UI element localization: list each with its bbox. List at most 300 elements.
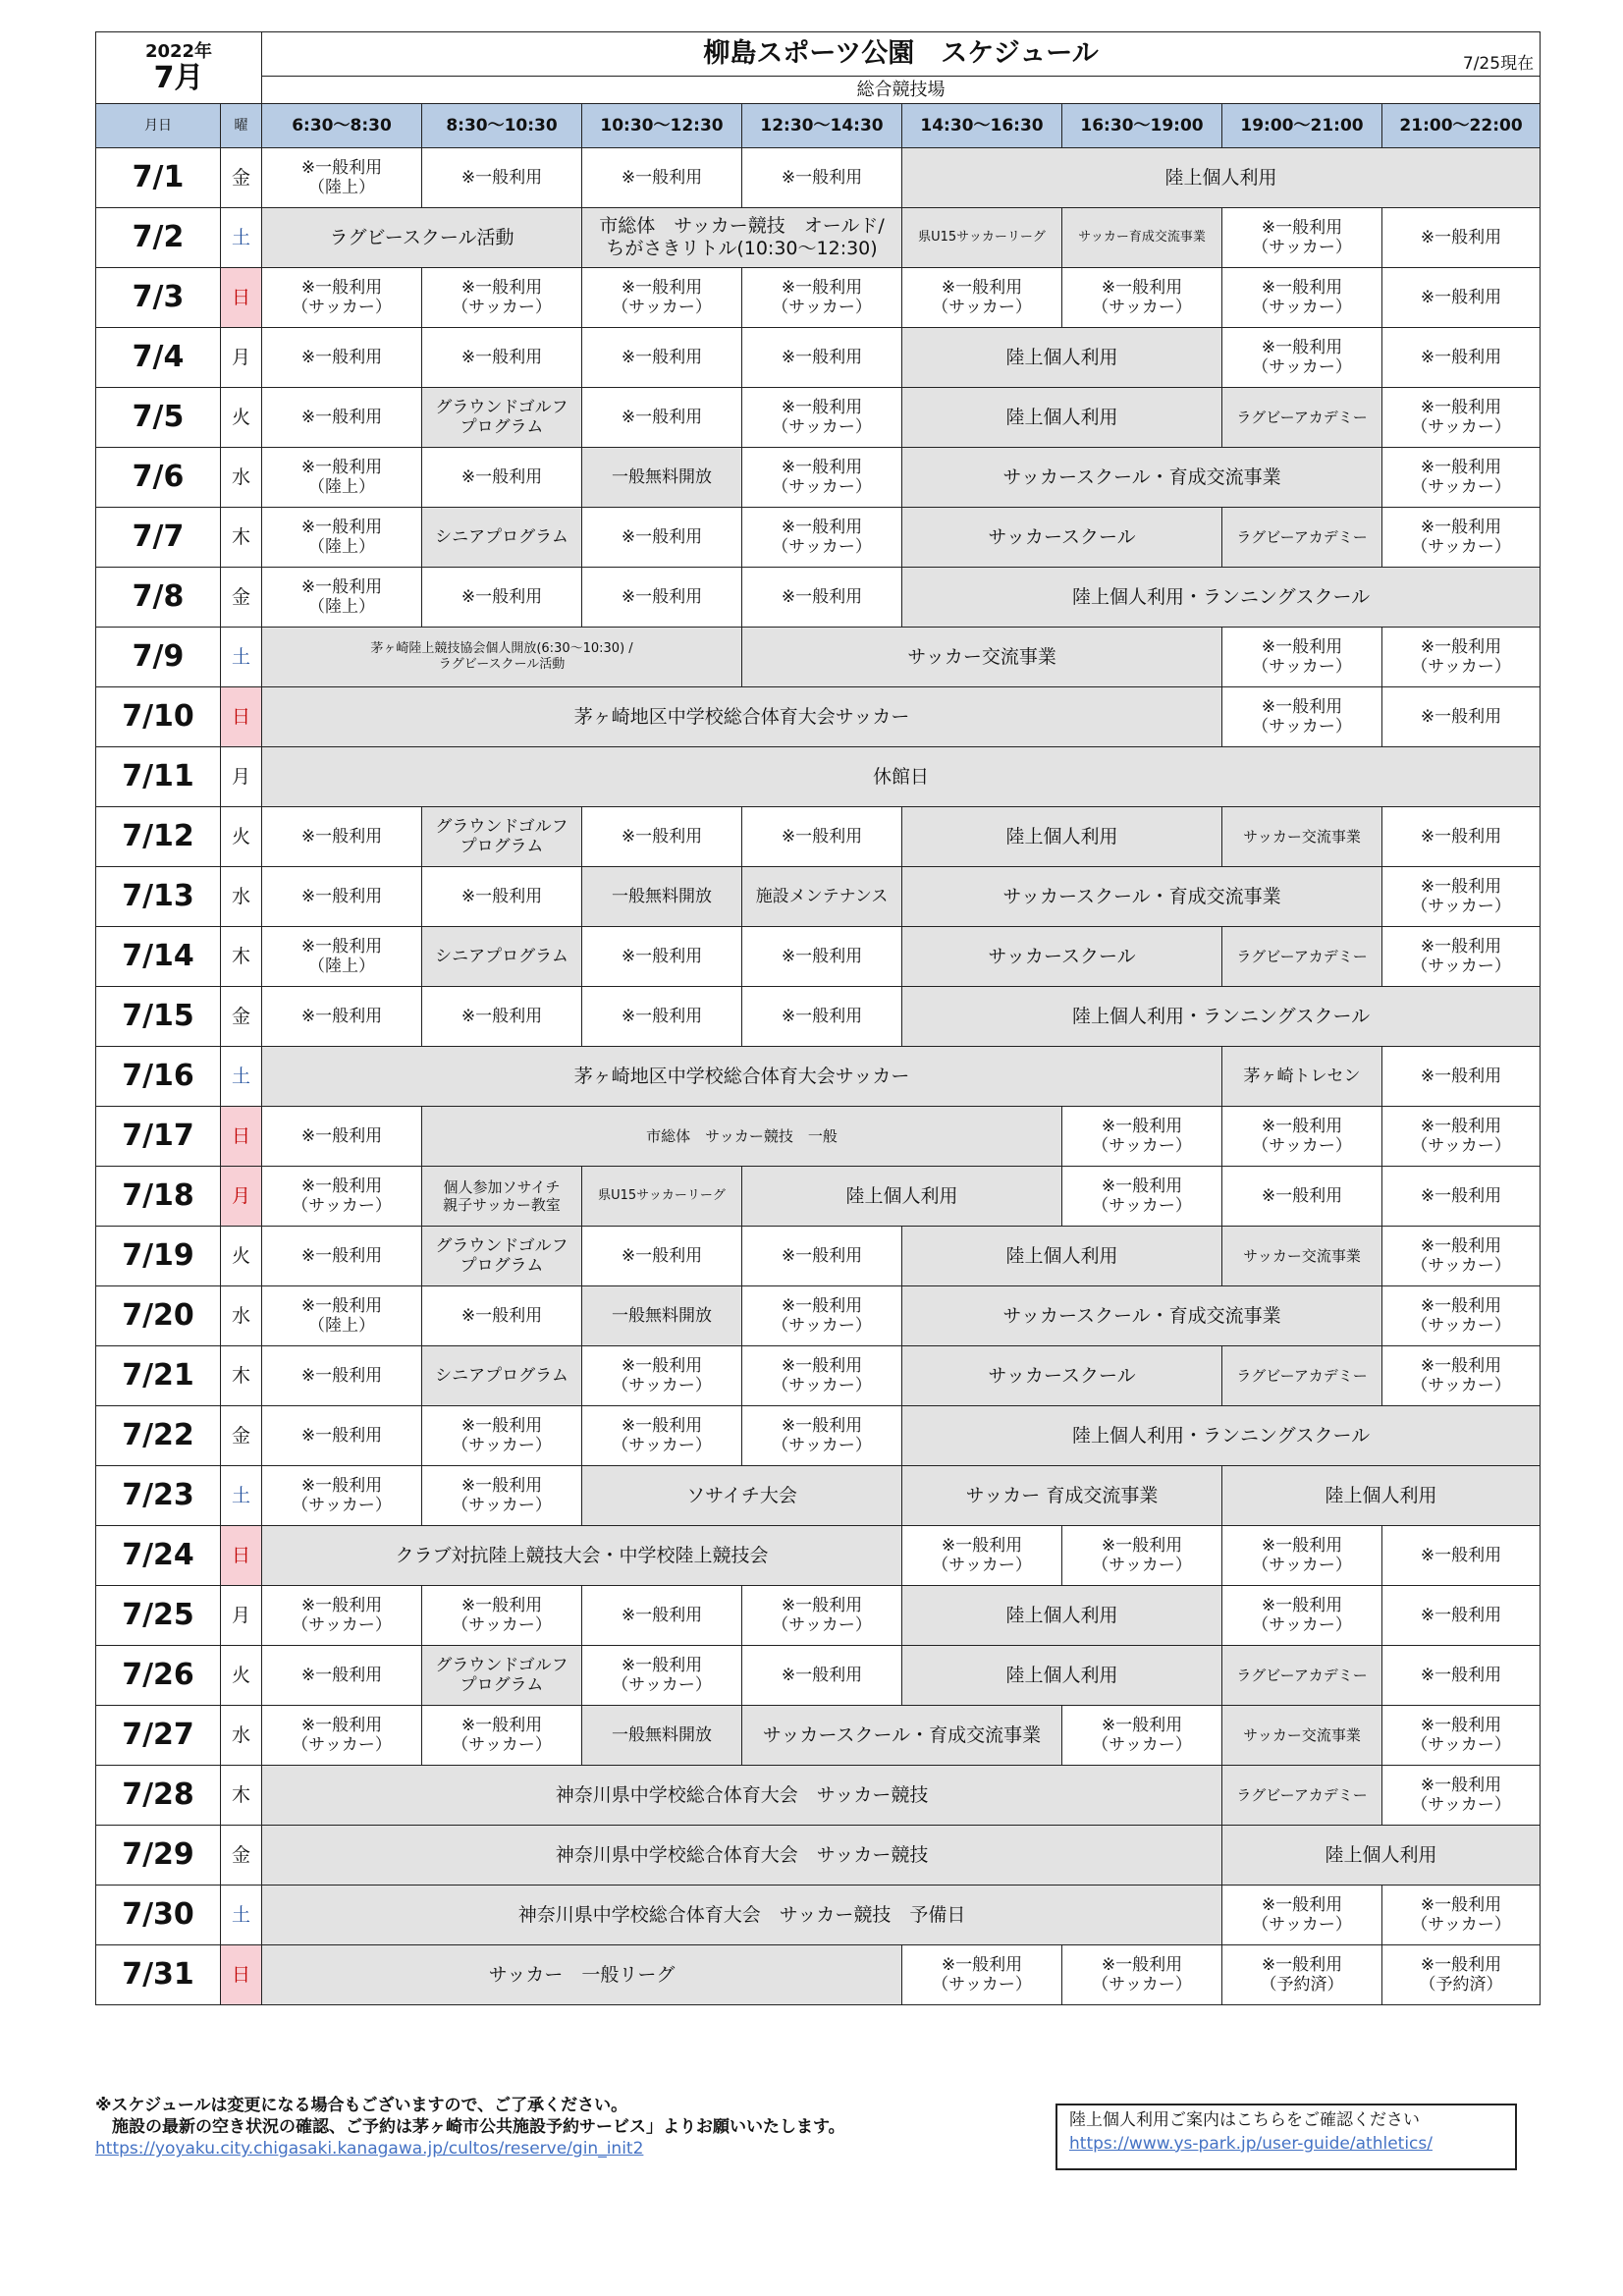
schedule-cell bbox=[582, 208, 902, 268]
schedule-cell bbox=[582, 987, 742, 1047]
row-day-of-week: 水 bbox=[221, 1286, 262, 1346]
schedule-cell-line: ※一般利用 bbox=[300, 407, 383, 427]
schedule-cell-line: サッカースクール・育成交流事業 bbox=[762, 1723, 1042, 1746]
row-day-of-week: 月 bbox=[221, 747, 262, 807]
schedule-cell-line: （サッカー） bbox=[292, 1615, 392, 1635]
schedule-cell bbox=[742, 328, 902, 388]
row-day-of-week: 金 bbox=[221, 148, 262, 208]
schedule-cell-line: ※一般利用 bbox=[781, 347, 863, 367]
schedule-cell-line: ※一般利用 bbox=[1420, 517, 1502, 537]
schedule-cell bbox=[262, 268, 422, 328]
schedule-row bbox=[96, 687, 1541, 747]
row-day-of-week: 木 bbox=[221, 1766, 262, 1826]
schedule-cell-line: ※一般利用 bbox=[300, 1175, 383, 1196]
schedule-cell bbox=[1222, 1047, 1382, 1107]
schedule-cell bbox=[902, 508, 1222, 568]
schedule-cell-line: ※一般利用 bbox=[781, 826, 863, 847]
schedule-row bbox=[96, 1107, 1541, 1167]
row-day-of-week: 日 bbox=[221, 268, 262, 328]
schedule-cell bbox=[1222, 1706, 1382, 1766]
schedule-cell-line: （サッカー） bbox=[612, 1376, 712, 1395]
schedule-cell bbox=[1382, 807, 1541, 867]
schedule-cell-line: （サッカー） bbox=[452, 1615, 552, 1635]
schedule-cell-line: ※一般利用 bbox=[1420, 1605, 1502, 1625]
row-day-of-week: 月 bbox=[221, 328, 262, 388]
schedule-cell bbox=[742, 388, 902, 448]
schedule-cell bbox=[1222, 1107, 1382, 1167]
schedule-cell-line: ※一般利用 bbox=[621, 946, 703, 966]
schedule-cell-line: ※一般利用 bbox=[460, 1415, 543, 1436]
schedule-cell-line: （サッカー） bbox=[1252, 1136, 1352, 1156]
schedule-row bbox=[96, 1886, 1541, 1945]
schedule-cell-line: ※一般利用 bbox=[1261, 636, 1343, 657]
schedule-row bbox=[96, 508, 1541, 568]
schedule-cell-line: サッカースクール・育成交流事業 bbox=[1002, 885, 1281, 907]
schedule-cell bbox=[422, 328, 582, 388]
schedule-cell bbox=[902, 1466, 1222, 1526]
schedule-row bbox=[96, 328, 1541, 388]
schedule-cell bbox=[1382, 508, 1541, 568]
schedule-cell-line: グラウンドゴルフ bbox=[435, 1655, 568, 1675]
schedule-cell-line: 県U15サッカーリーグ bbox=[598, 1188, 726, 1204]
row-date: 7/31 bbox=[96, 1945, 221, 2005]
schedule-cell bbox=[1382, 268, 1541, 328]
schedule-cell bbox=[262, 628, 742, 687]
schedule-cell-line: （サッカー） bbox=[292, 1735, 392, 1755]
schedule-cell bbox=[742, 1706, 1062, 1766]
schedule-cell-line: （サッカー） bbox=[772, 477, 872, 497]
schedule-cell-line: ※一般利用 bbox=[1420, 397, 1502, 417]
schedule-cell bbox=[1062, 208, 1222, 268]
reservation-link[interactable]: https://yoyaku.city.chigasaki.kanagawa.jp/cultos/reserve/gin_init2 bbox=[95, 2139, 644, 2159]
schedule-cell-line: ※一般利用 bbox=[1420, 1295, 1502, 1316]
schedule-cell bbox=[262, 867, 422, 927]
schedule-cell-line: ※一般利用 bbox=[941, 1535, 1023, 1556]
row-date: 7/26 bbox=[96, 1646, 221, 1706]
schedule-cell bbox=[1222, 268, 1382, 328]
schedule-cell bbox=[262, 1286, 422, 1346]
schedule-cell-line: （サッカー） bbox=[1411, 1256, 1511, 1276]
row-date: 7/29 bbox=[96, 1826, 221, 1886]
schedule-cell-line: ラグビーアカデミー bbox=[1236, 409, 1368, 426]
schedule-cell bbox=[262, 1346, 422, 1406]
schedule-cell-line: （サッカー） bbox=[1411, 477, 1511, 497]
schedule-row bbox=[96, 1586, 1541, 1646]
row-date: 7/10 bbox=[96, 687, 221, 747]
schedule-cell bbox=[742, 628, 1222, 687]
schedule-cell bbox=[742, 1646, 902, 1706]
schedule-cell-line: ※一般利用 bbox=[460, 1475, 543, 1496]
schedule-cell bbox=[1382, 867, 1541, 927]
schedule-cell-line: （陸上） bbox=[308, 1316, 376, 1336]
schedule-cell-line: ※一般利用 bbox=[1420, 287, 1502, 307]
schedule-cell bbox=[422, 807, 582, 867]
year-month-cell bbox=[96, 32, 262, 104]
row-day-of-week: 木 bbox=[221, 927, 262, 987]
schedule-cell-line: シニアプログラム bbox=[435, 946, 568, 966]
schedule-cell bbox=[1222, 628, 1382, 687]
athletics-info-box bbox=[1055, 2104, 1517, 2170]
schedule-row bbox=[96, 1826, 1541, 1886]
schedule-cell-line: （サッカー） bbox=[1411, 417, 1511, 437]
schedule-cell bbox=[742, 987, 902, 1047]
schedule-cell-line: （サッカー） bbox=[1411, 1915, 1511, 1935]
athletics-guide-link[interactable]: https://www.ys-park.jp/user-guide/athletics/ bbox=[1069, 2133, 1433, 2154]
schedule-cell-line: ※一般利用 bbox=[1420, 706, 1502, 727]
schedule-cell-line: ※一般利用 bbox=[1420, 1185, 1502, 1206]
schedule-cell bbox=[742, 568, 902, 628]
schedule-cell bbox=[1222, 927, 1382, 987]
schedule-cell-line: サッカー育成交流事業 bbox=[1078, 230, 1206, 246]
schedule-cell bbox=[1382, 628, 1541, 687]
row-day-of-week: 金 bbox=[221, 1826, 262, 1886]
col-header-slot: 16:30～19:00 bbox=[1062, 104, 1222, 148]
schedule-cell-line: （予約済） bbox=[1260, 1975, 1344, 1995]
schedule-cell-line: 神奈川県中学校総合体育大会 サッカー競技 bbox=[555, 1783, 929, 1806]
row-date: 7/14 bbox=[96, 927, 221, 987]
row-date: 7/4 bbox=[96, 328, 221, 388]
schedule-cell bbox=[1222, 1526, 1382, 1586]
schedule-cell-line: 個人参加ソサイチ bbox=[443, 1178, 561, 1196]
schedule-cell bbox=[1222, 1886, 1382, 1945]
schedule-cell bbox=[902, 1227, 1222, 1286]
schedule-cell bbox=[422, 867, 582, 927]
schedule-cell-line: （サッカー） bbox=[772, 1436, 872, 1455]
schedule-cell bbox=[422, 1227, 582, 1286]
schedule-cell-line: サッカー 育成交流事業 bbox=[965, 1484, 1159, 1506]
schedule-cell bbox=[582, 1167, 742, 1227]
row-day-of-week: 金 bbox=[221, 568, 262, 628]
schedule-cell-line: ※一般利用 bbox=[1261, 696, 1343, 717]
row-date: 7/13 bbox=[96, 867, 221, 927]
schedule-cell-line: （サッカー） bbox=[1252, 717, 1352, 737]
schedule-cell bbox=[422, 508, 582, 568]
schedule-cell-line: 一般無料開放 bbox=[612, 1724, 713, 1745]
schedule-cell bbox=[742, 1286, 902, 1346]
schedule-cell-line: ※一般利用 bbox=[781, 1295, 863, 1316]
schedule-cell bbox=[1382, 1047, 1541, 1107]
row-date: 7/9 bbox=[96, 628, 221, 687]
schedule-cell bbox=[902, 1646, 1222, 1706]
schedule-row bbox=[96, 1286, 1541, 1346]
schedule-cell bbox=[902, 208, 1062, 268]
schedule-cell bbox=[1222, 1826, 1541, 1886]
row-day-of-week: 木 bbox=[221, 1346, 262, 1406]
col-header-slot: 19:00～21:00 bbox=[1222, 104, 1382, 148]
schedule-cell-line: 茅ヶ崎地区中学校総合体育大会サッカー bbox=[573, 1065, 910, 1087]
schedule-cell-line: （サッカー） bbox=[932, 298, 1032, 317]
schedule-cell-line: （陸上） bbox=[308, 178, 376, 197]
row-date: 7/5 bbox=[96, 388, 221, 448]
row-date: 7/27 bbox=[96, 1706, 221, 1766]
schedule-cell-line: （サッカー） bbox=[612, 1675, 712, 1695]
schedule-cell bbox=[902, 1346, 1222, 1406]
row-day-of-week: 日 bbox=[221, 1945, 262, 2005]
schedule-cell-line: ※一般利用 bbox=[1420, 876, 1502, 897]
schedule-cell-line: ※一般利用 bbox=[621, 167, 703, 188]
schedule-cell bbox=[422, 568, 582, 628]
schedule-cell-line: （サッカー） bbox=[1411, 1136, 1511, 1156]
schedule-cell-line: ※一般利用 bbox=[1261, 337, 1343, 357]
schedule-cell bbox=[742, 927, 902, 987]
schedule-cell-line: （サッカー） bbox=[932, 1556, 1032, 1575]
schedule-cell-line: ※一般利用 bbox=[460, 347, 543, 367]
facility-name: 総合競技場 bbox=[262, 77, 1541, 104]
schedule-cell-line: サッカースクール bbox=[988, 945, 1136, 967]
schedule-cell bbox=[262, 1706, 422, 1766]
schedule-cell-line: ※一般利用 bbox=[1420, 1066, 1502, 1086]
row-date: 7/24 bbox=[96, 1526, 221, 1586]
schedule-cell-line: サッカースクール bbox=[988, 1364, 1136, 1387]
schedule-cell-line: ※一般利用 bbox=[460, 586, 543, 607]
schedule-cell-line: サッカー交流事業 bbox=[1243, 828, 1361, 846]
schedule-cell bbox=[1222, 1227, 1382, 1286]
schedule-cell bbox=[422, 448, 582, 508]
schedule-cell-line: ※一般利用 bbox=[1261, 1894, 1343, 1915]
schedule-cell-line: ※一般利用 bbox=[1101, 1535, 1183, 1556]
schedule-cell-line: （サッカー） bbox=[292, 298, 392, 317]
schedule-cell-line: ※一般利用 bbox=[781, 1665, 863, 1685]
schedule-cell bbox=[1382, 927, 1541, 987]
schedule-cell-line: （サッカー） bbox=[772, 1376, 872, 1395]
schedule-cell-line: ※一般利用 bbox=[300, 277, 383, 298]
schedule-cell bbox=[902, 268, 1062, 328]
schedule-cell bbox=[742, 1346, 902, 1406]
schedule-cell bbox=[262, 208, 582, 268]
schedule-cell-line: ラグビーアカデミー bbox=[1236, 1367, 1368, 1385]
schedule-cell bbox=[582, 1346, 742, 1406]
schedule-cell bbox=[262, 1227, 422, 1286]
schedule-cell bbox=[582, 148, 742, 208]
schedule-cell-line: ※一般利用 bbox=[300, 1125, 383, 1146]
schedule-cell-line: （サッカー） bbox=[612, 298, 712, 317]
schedule-cell bbox=[582, 1227, 742, 1286]
row-day-of-week: 土 bbox=[221, 1466, 262, 1526]
row-day-of-week: 水 bbox=[221, 867, 262, 927]
row-date: 7/1 bbox=[96, 148, 221, 208]
schedule-cell-line: ※一般利用 bbox=[1261, 277, 1343, 298]
schedule-cell bbox=[582, 927, 742, 987]
schedule-cell-line: （サッカー） bbox=[1252, 657, 1352, 677]
schedule-cell-line: （サッカー） bbox=[932, 1975, 1032, 1995]
schedule-cell bbox=[1062, 268, 1222, 328]
schedule-row bbox=[96, 628, 1541, 687]
schedule-cell bbox=[902, 1286, 1382, 1346]
row-date: 7/19 bbox=[96, 1227, 221, 1286]
schedule-cell-line: （陸上） bbox=[308, 477, 376, 497]
schedule-cell-line: グラウンドゴルフ bbox=[435, 1235, 568, 1256]
schedule-cell bbox=[902, 807, 1222, 867]
schedule-cell-line: ※一般利用 bbox=[300, 1425, 383, 1446]
schedule-cell-line: ※一般利用 bbox=[1420, 1775, 1502, 1795]
schedule-cell bbox=[262, 807, 422, 867]
schedule-cell-line: プログラム bbox=[460, 417, 544, 437]
schedule-cell-line: ※一般利用 bbox=[300, 457, 383, 477]
schedule-cell bbox=[1222, 388, 1382, 448]
col-header-slot: 12:30～14:30 bbox=[742, 104, 902, 148]
schedule-cell bbox=[742, 807, 902, 867]
schedule-cell-line: ※一般利用 bbox=[460, 1595, 543, 1615]
row-date: 7/7 bbox=[96, 508, 221, 568]
schedule-cell bbox=[582, 1286, 742, 1346]
schedule-cell-line: プログラム bbox=[460, 1675, 544, 1695]
schedule-cell bbox=[582, 867, 742, 927]
schedule-cell-line: ※一般利用 bbox=[300, 1365, 383, 1386]
schedule-cell bbox=[742, 508, 902, 568]
row-day-of-week: 日 bbox=[221, 1526, 262, 1586]
row-day-of-week: 土 bbox=[221, 208, 262, 268]
schedule-row bbox=[96, 987, 1541, 1047]
schedule-cell-line: （サッカー） bbox=[1252, 238, 1352, 257]
schedule-cell bbox=[582, 1466, 902, 1526]
schedule-cell-line: 神奈川県中学校総合体育大会 サッカー競技 予備日 bbox=[517, 1903, 966, 1926]
schedule-cell bbox=[1382, 1526, 1541, 1586]
schedule-cell bbox=[1382, 687, 1541, 747]
schedule-cell-line: ソサイチ大会 bbox=[686, 1484, 797, 1506]
updated-date: 7/25現在 bbox=[1462, 53, 1535, 74]
schedule-cell bbox=[262, 388, 422, 448]
schedule-cell-line: 施設メンテナンス bbox=[755, 886, 889, 906]
schedule-cell-line: サッカー交流事業 bbox=[907, 645, 1056, 668]
schedule-cell-line: ※一般利用 bbox=[941, 1954, 1023, 1975]
schedule-cell-line: 県U15サッカーリーグ bbox=[918, 230, 1046, 246]
schedule-cell-line: ちがさきリトル(10:30～12:30) bbox=[606, 238, 878, 259]
schedule-cell-line: ※一般利用 bbox=[781, 1006, 863, 1026]
row-date: 7/11 bbox=[96, 747, 221, 807]
schedule-cell bbox=[1382, 1286, 1541, 1346]
schedule-cell-line: ※一般利用 bbox=[621, 277, 703, 298]
schedule-cell-line: ※一般利用 bbox=[300, 347, 383, 367]
schedule-cell-line: ※一般利用 bbox=[1101, 1954, 1183, 1975]
schedule-cell-line: （サッカー） bbox=[612, 1436, 712, 1455]
schedule-cell bbox=[1222, 208, 1382, 268]
schedule-cell-line: ※一般利用 bbox=[1420, 1715, 1502, 1735]
schedule-cell bbox=[742, 268, 902, 328]
schedule-cell bbox=[902, 1945, 1062, 2005]
schedule-cell bbox=[742, 1167, 1062, 1227]
schedule-cell bbox=[262, 568, 422, 628]
schedule-cell-line: （サッカー） bbox=[292, 1196, 392, 1216]
row-date: 7/21 bbox=[96, 1346, 221, 1406]
schedule-cell-line: 休館日 bbox=[873, 765, 930, 788]
row-day-of-week: 金 bbox=[221, 1406, 262, 1466]
schedule-cell-line: 市総体 サッカー競技 一般 bbox=[646, 1127, 838, 1145]
schedule-row bbox=[96, 388, 1541, 448]
schedule-cell-line: ※一般利用 bbox=[300, 886, 383, 906]
row-day-of-week: 月 bbox=[221, 1586, 262, 1646]
schedule-row bbox=[96, 148, 1541, 208]
schedule-cell bbox=[422, 1706, 582, 1766]
info-text: 陸上個人利用ご案内はこちらをご確認ください bbox=[1069, 2110, 1420, 2130]
schedule-cell bbox=[1222, 1346, 1382, 1406]
schedule-cell-line: ※一般利用 bbox=[621, 526, 703, 547]
schedule-cell-line: ※一般利用 bbox=[1420, 826, 1502, 847]
schedule-cell bbox=[1222, 328, 1382, 388]
schedule-cell bbox=[1382, 1107, 1541, 1167]
row-date: 7/2 bbox=[96, 208, 221, 268]
schedule-cell-line: ※一般利用 bbox=[621, 1355, 703, 1376]
schedule-cell bbox=[1222, 1466, 1541, 1526]
schedule-cell-line: ※一般利用 bbox=[781, 586, 863, 607]
schedule-cell bbox=[1382, 1227, 1541, 1286]
schedule-cell bbox=[1382, 448, 1541, 508]
schedule-cell bbox=[1382, 1706, 1541, 1766]
schedule-cell-line: ※一般利用 bbox=[621, 407, 703, 427]
schedule-cell bbox=[1222, 687, 1382, 747]
row-day-of-week: 木 bbox=[221, 508, 262, 568]
schedule-cell bbox=[262, 1526, 902, 1586]
schedule-cell-line: （サッカー） bbox=[1411, 657, 1511, 677]
schedule-cell bbox=[902, 1586, 1222, 1646]
schedule-row bbox=[96, 1466, 1541, 1526]
schedule-cell-line: ※一般利用 bbox=[1420, 1116, 1502, 1136]
col-header-slot: 21:00～22:00 bbox=[1382, 104, 1541, 148]
schedule-cell-line: ※一般利用 bbox=[300, 1475, 383, 1496]
schedule-cell bbox=[742, 1406, 902, 1466]
schedule-row bbox=[96, 1526, 1541, 1586]
schedule-cell-line: ※一般利用 bbox=[621, 586, 703, 607]
schedule-cell-line: ※一般利用 bbox=[1420, 1545, 1502, 1565]
schedule-cell bbox=[262, 687, 1222, 747]
schedule-cell-line: ※一般利用 bbox=[621, 1006, 703, 1026]
schedule-cell-line: サッカースクール・育成交流事業 bbox=[1002, 465, 1281, 488]
schedule-row bbox=[96, 268, 1541, 328]
schedule-cell bbox=[262, 1107, 422, 1167]
schedule-cell bbox=[422, 268, 582, 328]
schedule-cell bbox=[1382, 1766, 1541, 1826]
schedule-cell-line: ※一般利用 bbox=[781, 1595, 863, 1615]
schedule-cell bbox=[262, 1586, 422, 1646]
schedule-cell-line: ラグビーアカデミー bbox=[1236, 1786, 1368, 1804]
schedule-cell-line: ※一般利用 bbox=[941, 277, 1023, 298]
schedule-cell-line: ※一般利用 bbox=[781, 457, 863, 477]
schedule-cell-line: サッカースクール・育成交流事業 bbox=[1002, 1304, 1281, 1327]
schedule-cell bbox=[1222, 807, 1382, 867]
schedule-cell-line: シニアプログラム bbox=[435, 1365, 568, 1386]
schedule-cell-line: ※一般利用 bbox=[1261, 1535, 1343, 1556]
schedule-cell-line: 一般無料開放 bbox=[612, 466, 713, 487]
schedule-cell-line: ※一般利用 bbox=[781, 517, 863, 537]
schedule-cell-line: （サッカー） bbox=[1092, 1735, 1192, 1755]
schedule-cell bbox=[422, 987, 582, 1047]
schedule-cell bbox=[1062, 1167, 1222, 1227]
schedule-cell-line: ※一般利用 bbox=[621, 1655, 703, 1675]
schedule-cell bbox=[902, 1526, 1062, 1586]
row-day-of-week: 月 bbox=[221, 1167, 262, 1227]
schedule-cell-line: （サッカー） bbox=[1252, 1615, 1352, 1635]
schedule-cell-line: 一般無料開放 bbox=[612, 1305, 713, 1326]
year-label: 2022年 bbox=[144, 41, 213, 63]
schedule-cell-line: （サッカー） bbox=[1092, 1975, 1192, 1995]
row-day-of-week: 火 bbox=[221, 388, 262, 448]
title-cell bbox=[262, 32, 1541, 77]
schedule-sheet bbox=[95, 31, 1540, 2005]
row-day-of-week: 土 bbox=[221, 1047, 262, 1107]
page-title: 柳島スポーツ公園 スケジュール bbox=[703, 37, 1099, 69]
schedule-table bbox=[95, 31, 1541, 2005]
schedule-cell bbox=[422, 148, 582, 208]
schedule-cell-line: クラブ対抗陸上競技大会・中学校陸上競技会 bbox=[395, 1544, 769, 1566]
schedule-cell-line: 陸上個人利用 bbox=[1325, 1484, 1437, 1506]
schedule-cell-line: プログラム bbox=[460, 1256, 544, 1276]
schedule-cell-line: ※一般利用 bbox=[781, 167, 863, 188]
notes bbox=[95, 2095, 979, 2159]
schedule-cell-line: ※一般利用 bbox=[300, 1595, 383, 1615]
schedule-cell-line: （サッカー） bbox=[1252, 357, 1352, 377]
schedule-cell-line: ※一般利用 bbox=[300, 1245, 383, 1266]
schedule-cell bbox=[1382, 1346, 1541, 1406]
row-day-of-week: 土 bbox=[221, 1886, 262, 1945]
